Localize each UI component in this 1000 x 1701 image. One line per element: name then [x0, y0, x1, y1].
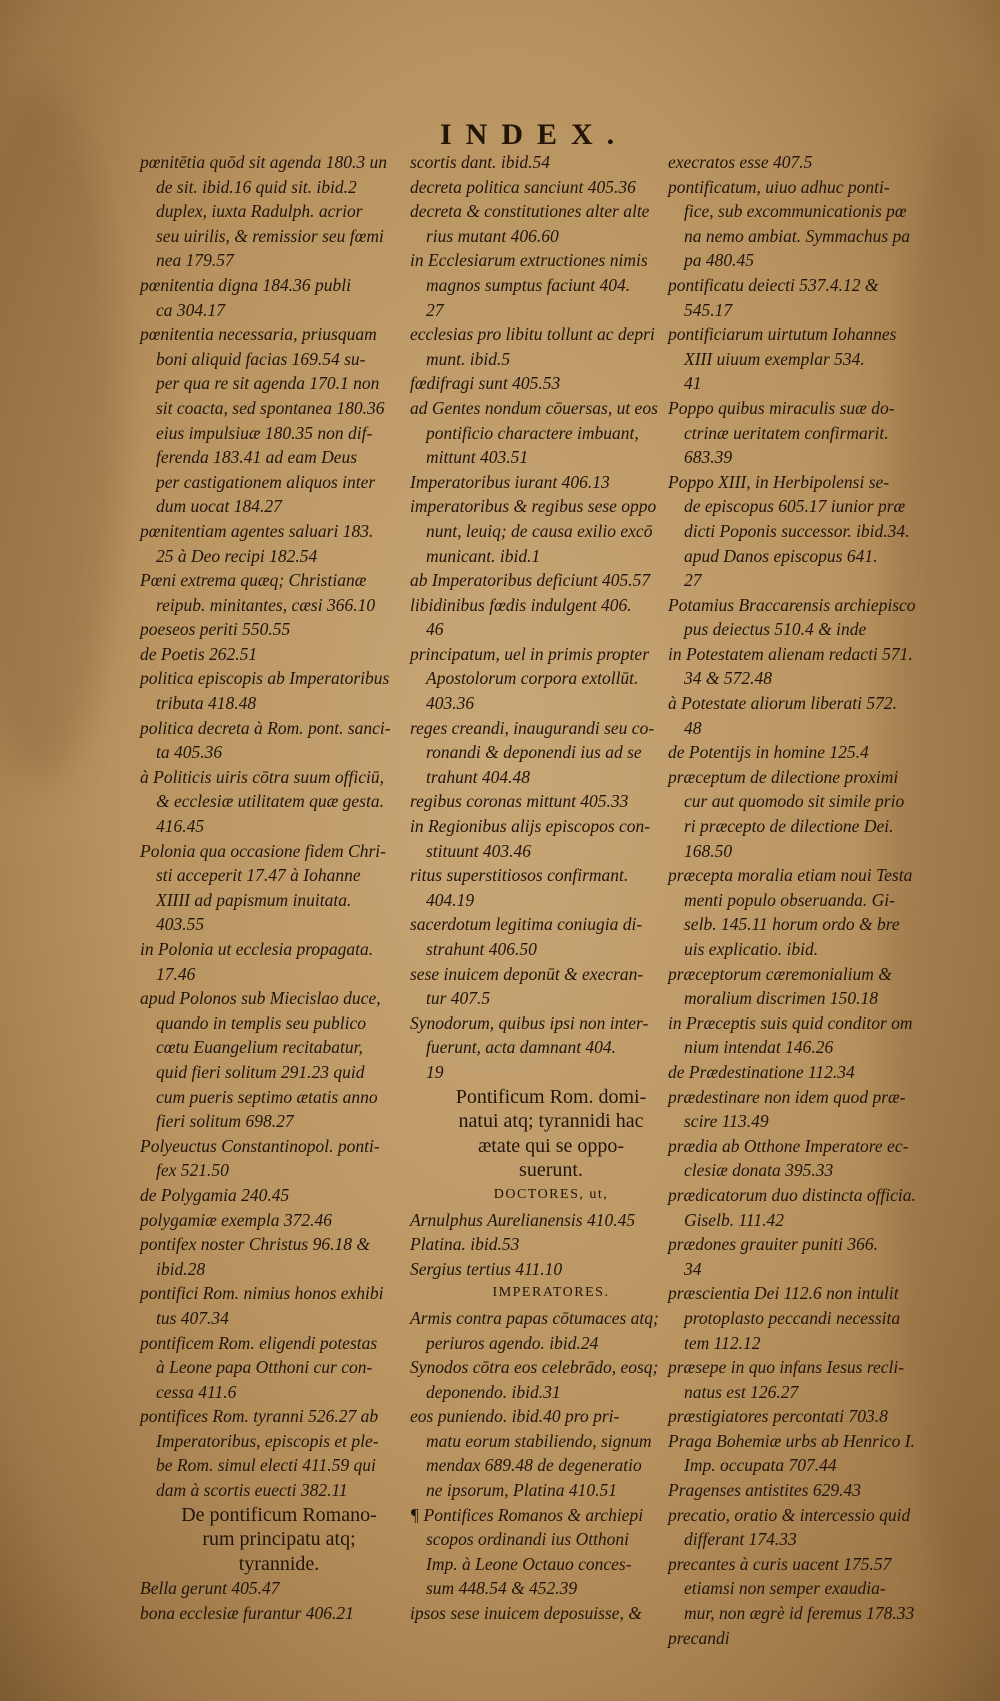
index-entry-line: quando in templis seu publico	[156, 1012, 366, 1033]
index-entry-line: trahunt 404.48	[426, 766, 531, 787]
index-entry-line: politica episcopis ab Imperatoribus	[140, 668, 390, 689]
index-entry-line: Bella gerunt 405.47	[140, 1578, 280, 1599]
index-entry-line: præceptum de dilectione proximi	[668, 766, 899, 787]
index-entry-line: municant. ibid.1	[426, 545, 541, 566]
index-entry-line: Armis contra papas cōtumaces atq;	[410, 1307, 659, 1328]
index-entry-line: scire 113.49	[684, 1111, 769, 1132]
index-entry-line: pontifici Rom. nimius honos exhibi	[140, 1283, 384, 1304]
index-entry-line: in Potestatem alienam redacti 571.	[668, 643, 913, 664]
index-entry-line: 27	[684, 570, 702, 591]
index-entry-line: mendax 689.48 de degeneratio	[426, 1455, 642, 1476]
index-entry-line: à Potestate aliorum liberati 572.	[668, 693, 897, 714]
index-entry-line: cur aut quomodo sit simile prio	[684, 791, 905, 812]
index-entry-line: seu uirilis, & remissior seu fœmi	[156, 225, 384, 246]
index-entry-line: sacerdotum legitima coniugia di-	[410, 914, 643, 935]
index-entry-line: dum uocat 184.27	[156, 496, 282, 517]
index-entry-line: de sit. ibid.16 quid sit. ibid.2	[156, 176, 357, 197]
index-entry-line: pœnitentia digna 184.36 publi	[140, 274, 351, 295]
index-entry-line: de Potentijs in homine 125.4	[668, 742, 869, 763]
index-entry-line: precandi	[668, 1627, 730, 1648]
index-entry-line: 48	[684, 717, 702, 738]
index-entry-line: pontificiarum uirtutum Iohannes	[668, 324, 897, 345]
section-heading: Pontificum Rom. domi-	[455, 1085, 647, 1108]
index-entry-line: menti populo obseruanda. Gi-	[684, 889, 895, 910]
index-entry-line: 404.19	[426, 889, 475, 910]
index-entry-line: libidinibus fœdis indulgent 406.	[410, 594, 632, 615]
section-heading: De pontificum Romano-	[181, 1503, 377, 1526]
index-entry-line: apud Polonos sub Miecislao duce,	[140, 988, 381, 1009]
index-entry-line: Polonia qua occasione fidem Chri-	[140, 840, 386, 861]
index-entry-line: polygamiæ exempla 372.46	[140, 1209, 332, 1230]
index-entry-line: nunt, leuiq; de causa exilio excō	[426, 520, 653, 541]
index-entry-line: ta 405.36	[156, 742, 223, 763]
index-entry-line: 403.36	[426, 693, 475, 714]
index-entry-line: etiamsi non semper exaudia-	[684, 1578, 886, 1599]
index-entry-line: 17.46	[156, 963, 196, 984]
index-entry-line: de episcopus 605.17 iunior præ	[684, 496, 906, 517]
index-entry-line: ritus superstitiosos confirmant.	[410, 865, 629, 886]
index-entry-line: ¶ Pontifices Romanos & archiepi	[410, 1504, 644, 1525]
index-entry-line: pontificio charactere imbuant,	[426, 422, 639, 443]
index-entry-line: nium intendat 146.26	[684, 1037, 834, 1058]
index-column-1	[140, 150, 418, 1626]
index-entry-line: 46	[426, 619, 444, 640]
index-entry-line: protoplasto peccandi necessita	[684, 1307, 901, 1328]
index-entry-line: mittunt 403.51	[426, 447, 529, 468]
index-entry-line: precantes à curis uacent 175.57	[668, 1553, 892, 1574]
index-entry-line: de Polygamia 240.45	[140, 1184, 290, 1205]
index-entry-line: Giselb. 111.42	[684, 1209, 784, 1230]
index-entry-line: 403.55	[156, 914, 205, 935]
index-entry-line: moralium discrimen 150.18	[684, 988, 878, 1009]
index-entry-line: scortis dant. ibid.54	[410, 152, 551, 172]
index-entry-line: Polyeuctus Constantinopol. ponti-	[140, 1135, 380, 1156]
index-entry-line: uis explicatio. ibid.	[684, 939, 819, 959]
index-column-3	[668, 150, 956, 1650]
index-entry-line: poeseos periti 550.55	[140, 619, 291, 640]
index-entry-line: tributa 418.48	[156, 693, 257, 714]
index-entry-line: tem 112.12	[684, 1332, 761, 1353]
index-entry-line: ecclesias pro libitu tollunt ac depri	[410, 324, 655, 345]
index-entry-line: pontificatu deiecti 537.4.12 &	[668, 274, 879, 295]
index-entry-line: Apostolorum corpora extollūt.	[426, 668, 639, 689]
index-entry-line: ad Gentes nondum cōuersas, ut eos	[410, 397, 658, 418]
index-entry-line: apud Danos episcopus 641.	[684, 545, 878, 566]
index-entry-line: Sergius tertius 411.10	[410, 1258, 563, 1279]
index-entry-line: decreta & constitutiones alter alte	[410, 201, 650, 222]
index-entry-line: Imp. à Leone Octauo conces-	[426, 1553, 632, 1574]
index-entry-line: Synodos cōtra eos celebrādo, eosq;	[410, 1357, 659, 1378]
index-entry-line: pœnitentia necessaria, priusquam	[140, 324, 377, 345]
index-entry-line: clesiæ donata 395.33	[684, 1160, 834, 1181]
index-entry-line: Arnulphus Aurelianensis 410.45	[410, 1209, 636, 1230]
index-entry-line: de Poetis 262.51	[140, 643, 258, 664]
index-entry-line: sese inuicem deponūt & execran-	[410, 963, 644, 984]
index-entry-line: munt. ibid.5	[426, 348, 511, 369]
section-heading: rum principatu atq;	[202, 1528, 356, 1551]
index-entry-line: magnos sumptus faciunt 404.	[426, 274, 631, 295]
index-entry-line: Imperatoribus iurant 406.13	[410, 471, 610, 492]
index-entry-line: Pragenses antistites 629.43	[668, 1480, 861, 1501]
index-entry-line: pontificem Rom. eligendi potestas	[140, 1332, 378, 1353]
index-entry-line: matu eorum stabiliendo, signum	[426, 1430, 652, 1451]
index-entry-line: ab Imperatoribus deficiunt 405.57	[410, 570, 651, 591]
index-entry-line: 683.39	[684, 447, 733, 468]
index-entry-line: pœnitentiam agentes saluari 183.	[140, 520, 374, 541]
index-entry-line: regibus coronas mittunt 405.33	[410, 791, 629, 812]
index-entry-line: eius impulsiuæ 180.35 non dif-	[156, 422, 373, 443]
index-entry-line: na nemo ambiat. Symmachus pa	[684, 225, 911, 246]
subsection-label: IMPERATORES.	[492, 1285, 610, 1301]
index-entry-line: prædia ab Otthone Imperatore ec-	[668, 1135, 909, 1156]
index-entry-line: sum 448.54 & 452.39	[426, 1578, 578, 1599]
index-entry-line: Praga Bohemiæ urbs ab Henrico I.	[668, 1430, 915, 1451]
index-entry-line: precatio, oratio & intercessio quid	[668, 1504, 911, 1525]
index-entry-line: strahunt 406.50	[426, 939, 537, 959]
index-entry-line: ronandi & deponendi ius ad se	[426, 742, 642, 763]
index-entry-line: in Præceptis suis quid conditor om	[668, 1012, 913, 1033]
index-entry-line: præscientia Dei 112.6 non intulit	[668, 1283, 899, 1304]
index-entry-line: boni aliquid facias 169.54 su-	[156, 348, 366, 369]
index-entry-line: execratos esse 407.5	[668, 152, 813, 172]
index-entry-line: politica decreta à Rom. pont. sanci-	[140, 717, 391, 738]
index-entry-line: 545.17	[684, 299, 733, 320]
index-entry-line: per castigationem aliquos inter	[156, 471, 376, 492]
index-entry-line: à Politicis uiris cōtra suum officiū,	[140, 766, 385, 787]
section-heading: tyrannide.	[238, 1552, 320, 1575]
index-entry-line: eos puniendo. ibid.40 pro pri-	[410, 1406, 620, 1427]
index-entry-line: XIII uiuum exemplar 534.	[684, 348, 865, 369]
index-entry-line: mur, non ægrè id feremus 178.33	[684, 1603, 915, 1624]
index-entry-line: scopos ordinandi ius Otthoni	[426, 1529, 630, 1550]
index-entry-line: & ecclesiæ utilitatem quæ gesta.	[156, 791, 384, 812]
index-entry-line: prædestinare non idem quod præ-	[668, 1086, 906, 1107]
index-entry-line: fœdifragi sunt 405.53	[410, 373, 561, 394]
index-entry-line: in Regionibus alijs episcopos con-	[410, 816, 651, 837]
index-entry-line: 25 à Deo recipi 182.54	[156, 545, 318, 566]
index-entry-line: Platina. ibid.53	[410, 1234, 520, 1255]
index-entry-line: 19	[426, 1061, 444, 1082]
index-entry-line: Poppo quibus miraculis suæ do-	[668, 397, 895, 418]
index-entry-line: Synodorum, quibus ipsi non inter-	[410, 1012, 649, 1033]
index-entry-line: 168.50	[684, 840, 733, 861]
index-entry-line: præsepe in quo infans Iesus recli-	[668, 1357, 905, 1378]
index-entry-line: ipsos sese inuicem deposuisse, &	[410, 1603, 642, 1624]
index-entry-line: prædicatorum duo distincta officia.	[668, 1184, 916, 1205]
index-entry-line: pontifex noster Christus 96.18 &	[140, 1234, 370, 1255]
index-entry-line: decreta politica sanciunt 405.36	[410, 176, 636, 197]
index-entry-line: præceptorum cæremonialium &	[668, 963, 892, 984]
index-entry-line: ferenda 183.41 ad eam Deus	[156, 447, 358, 468]
index-entry-line: ne ipsorum, Platina 410.51	[426, 1480, 618, 1501]
index-entry-line: tur 407.5	[426, 988, 491, 1009]
index-entry-line: præcepta moralia etiam noui Testa	[668, 865, 913, 886]
index-column-2	[410, 150, 692, 1626]
index-entry-line: de Prædestinatione 112.34	[668, 1061, 855, 1082]
index-entry-line: à Leone papa Otthoni cur con-	[156, 1357, 373, 1378]
index-entry-line: ca 304.17	[156, 299, 226, 320]
section-heading: ætate qui se oppo-	[477, 1134, 625, 1157]
index-entry-line: per qua re sit agenda 170.1 non	[156, 373, 380, 394]
index-entry-line: dam à scortis euecti 382.11	[156, 1480, 348, 1501]
index-entry-line: periuros agendo. ibid.24	[426, 1332, 599, 1353]
index-entry-line: ctrinæ ueritatem confirmarit.	[684, 422, 889, 443]
index-entry-line: selb. 145.11 horum ordo & bre	[684, 914, 900, 935]
index-entry-line: cum pueris septimo ætatis anno	[156, 1086, 378, 1107]
index-entry-line: 34	[684, 1258, 702, 1279]
index-entry-line: imperatoribus & regibus sese oppo	[410, 496, 657, 517]
index-entry-line: 27	[426, 299, 444, 320]
subsection-label: DOCTORES, ut,	[493, 1186, 609, 1202]
index-entry-line: fuerunt, acta damnant 404.	[426, 1037, 617, 1058]
index-entry-line: Imp. occupata 707.44	[684, 1455, 837, 1476]
index-entry-line: pus deiectus 510.4 & inde	[684, 619, 867, 640]
index-entry-line: 34 & 572.48	[684, 668, 772, 689]
index-entry-line: 416.45	[156, 816, 205, 837]
index-entry-line: in Ecclesiarum extructiones nimis	[410, 250, 648, 271]
index-entry-line: rius mutant 406.60	[426, 225, 559, 246]
index-entry-line: reges creandi, inaugurandi seu co-	[410, 717, 655, 738]
section-heading: suerunt.	[519, 1159, 583, 1182]
index-entry-line: bona ecclesiæ furantur 406.21	[140, 1603, 354, 1624]
index-entry-line: pontificatum, uiuo adhuc ponti-	[668, 176, 890, 197]
page-header: INDEX.	[440, 118, 629, 151]
index-entry-line: fice, sub excommunicationis pœ	[684, 201, 907, 222]
index-entry-line: be Rom. simul electi 411.59 qui	[156, 1455, 376, 1476]
index-entry-line: cœtu Euangelium recitabatur,	[156, 1037, 363, 1058]
index-entry-line: reipub. minitantes, cæsi 366.10	[156, 594, 376, 615]
index-entry-line: prædones grauiter puniti 366.	[668, 1234, 879, 1255]
index-entry-line: natus est 126.27	[684, 1381, 799, 1402]
index-entry-line: XIIII ad papismum inuitata.	[156, 889, 352, 910]
index-entry-line: ibid.28	[156, 1258, 206, 1279]
index-entry-line: dicti Poponis successor. ibid.34.	[684, 520, 910, 541]
index-entry-line: tus 407.34	[156, 1307, 229, 1328]
index-entry-line: cessa 411.6	[156, 1381, 237, 1402]
index-entry-line: stituunt 403.46	[426, 840, 532, 861]
index-entry-line: Poppo XIII, in Herbipolensi se-	[668, 471, 890, 492]
index-entry-line: nea 179.57	[156, 250, 234, 271]
index-entry-line: Imperatoribus, episcopis et ple-	[156, 1430, 379, 1451]
index-entry-line: pontifices Rom. tyranni 526.27 ab	[140, 1406, 379, 1427]
index-entry-line: fex 521.50	[156, 1160, 229, 1181]
index-entry-line: sit coacta, sed spontanea 180.36	[156, 397, 385, 418]
index-entry-line: deponendo. ibid.31	[426, 1381, 561, 1402]
index-entry-line: 41	[684, 373, 702, 394]
index-entry-line: quid fieri solitum 291.23 quid	[156, 1061, 365, 1082]
index-entry-line: pœnitētia quōd sit agenda 180.3 un	[140, 152, 387, 172]
index-entry-line: differant 174.33	[684, 1529, 797, 1550]
index-entry-line: in Polonia ut ecclesia propagata.	[140, 939, 374, 959]
index-entry-line: Potamius Braccarensis archiepisco	[668, 594, 916, 615]
index-entry-line: pa 480.45	[684, 250, 754, 271]
page-edge-shadow	[0, 80, 120, 780]
index-entry-line: fieri solitum 698.27	[156, 1111, 294, 1132]
index-entry-line: duplex, iuxta Radulph. acrior	[156, 201, 363, 222]
section-heading: natui atq; tyrannidi hac	[458, 1110, 644, 1133]
index-entry-line: ri præcepto de dilectione Dei.	[684, 816, 894, 837]
index-entry-line: sti acceperit 17.47 à Iohanne	[156, 865, 361, 886]
index-entry-line: principatum, uel in primis propter	[410, 643, 650, 664]
index-entry-line: præstigiatores percontati 703.8	[668, 1406, 888, 1427]
index-entry-line: Pœni extrema quæq; Christianæ	[140, 570, 367, 591]
